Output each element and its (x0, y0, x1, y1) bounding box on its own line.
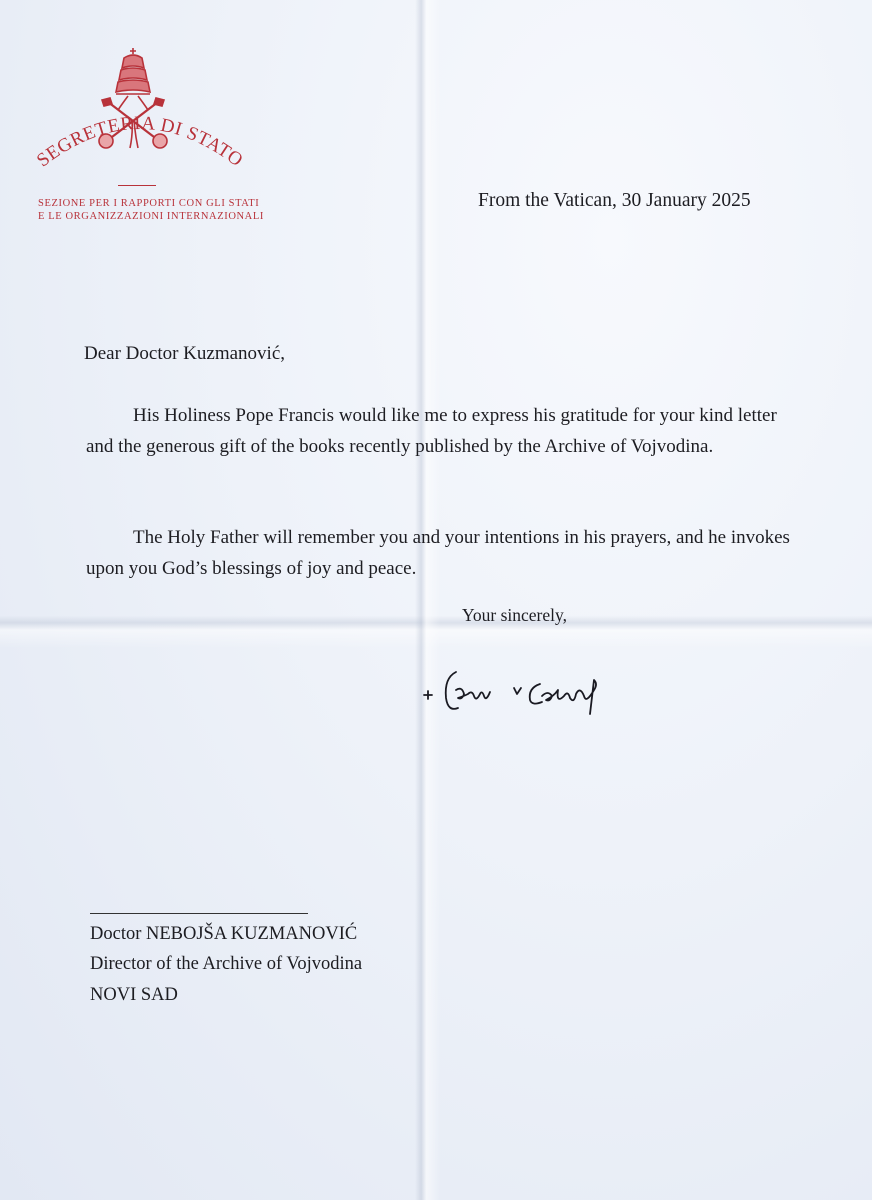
org-section-line1: SEZIONE PER I RAPPORTI CON GLI STATI (38, 198, 260, 209)
closing: Your sincerely, (462, 605, 567, 625)
salutation: Dear Doctor Kuzmanović, (84, 343, 286, 364)
recipient-divider (90, 913, 308, 914)
org-name-text: SEGRETERIA DI STATO (33, 112, 247, 172)
letterhead-divider (118, 185, 156, 186)
date-line: From the Vatican, 30 January 2025 (478, 190, 751, 211)
org-name-arc (30, 108, 250, 178)
svg-text:SEGRETERIA DI STATO (33, 113, 247, 172)
recipient-name: Doctor NEBOJŠA KUZMANOVIĆ (90, 924, 358, 944)
recipient-title: Director of the Archive of Vojvodina (90, 954, 363, 974)
org-section-line2: E LE ORGANIZZAZIONI INTERNAZIONALI (38, 211, 264, 222)
org-section (38, 197, 264, 223)
body-paragraph-2: The Holy Father will remember you and your intentions in his prayers, and he invokes upon you God’s blessings of joy and peace. (86, 527, 790, 579)
recipient-city: NOVI SAD (90, 985, 178, 1005)
handwritten-signature (418, 650, 618, 730)
body-paragraph-1: His Holiness Pope Francis would like me to express his gratitude for your kind letter and the generous gift of the books recently published by the Archive of Vojvodina. (86, 405, 777, 457)
